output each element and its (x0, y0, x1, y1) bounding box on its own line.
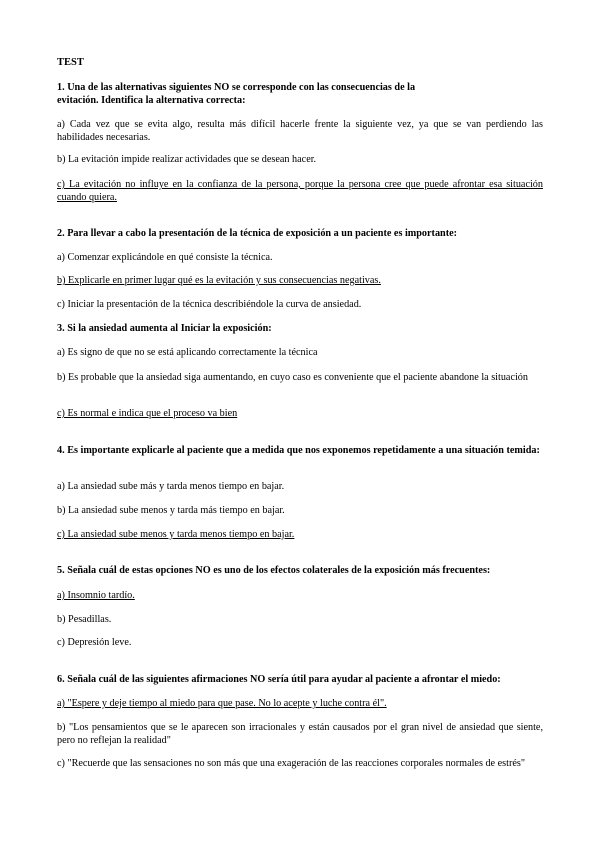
q4-option-a: a) La ansiedad sube más y tarda menos tiempo en bajar. (57, 481, 285, 492)
question-4: 4. Es importante explicarle al paciente que a medida que nos exponemos repetidamente a una situación temida: (57, 445, 540, 456)
q2-option-a: a) Comenzar explicándole en qué consiste la técnica. (57, 252, 273, 263)
q4-option-c-answer: c) La ansiedad sube menos y tarda menos tiempo en bajar. (57, 529, 295, 540)
q5-option-a-answer: a) Insomnio tardío. (57, 590, 135, 601)
question-6: 6. Señala cuál de las siguientes afirmaciones NO sería útil para ayudar al paciente a afrontar el miedo: (57, 674, 501, 685)
q3-option-b: b) Es probable que la ansiedad siga aumentando, en cuyo caso es conveniente que el paciente abandone la situación (57, 372, 528, 383)
q5-option-c: c) Depresión leve. (57, 637, 132, 648)
question-2: 2. Para llevar a cabo la presentación de la técnica de exposición a un paciente es importante: (57, 228, 458, 239)
q1-option-b: b) La evitación impide realizar actividades que se desean hacer. (57, 154, 317, 165)
q3-option-c-answer: c) Es normal e indica que el proceso va bien (57, 408, 238, 419)
q5-option-b: b) Pesadillas. (57, 614, 112, 625)
q6-option-a-answer: a) "Espere y deje tiempo al miedo para que pase. No lo acepte y luche contra él". (57, 698, 387, 709)
q4-option-b: b) La ansiedad sube menos y tarda más tiempo en bajar. (57, 505, 285, 516)
q1-option-a: a) Cada vez que se evita algo, resulta más difícil hacerle frente la siguiente vez, ya que se van perdiendo las habilidades necesarias. (57, 119, 543, 143)
question-1: 1. Una de las alternativas siguientes NO se corresponde con las consecuencias de la evitación. Identifica la alternativa correcta: (57, 82, 416, 106)
question-3: 3. Si la ansiedad aumenta al Iniciar la exposición: (57, 323, 272, 334)
q3-option-a: a) Es signo de que no se está aplicando correctamente la técnica (57, 347, 318, 358)
q2-option-c: c) Iniciar la presentación de la técnica describiéndole la curva de ansiedad. (57, 299, 362, 310)
document-title: TEST (57, 57, 84, 68)
q1-option-c-answer: c) La evitación no influye en la confianza de la persona, porque la persona cree que puede afrontar esa situación cuando quiera. (57, 179, 543, 203)
q2-option-b-answer: b) Explicarle en primer lugar qué es la evitación y sus consecuencias negativas. (57, 275, 381, 286)
q6-option-c: c) "Recuerde que las sensaciones no son más que una exageración de las reacciones corporales normales de estrés" (57, 758, 525, 769)
question-5: 5. Señala cuál de estas opciones NO es uno de los efectos colaterales de la exposición más frecuentes: (57, 565, 491, 576)
q6-option-b: b) "Los pensamientos que se le aparecen son irracionales y están causados por el gran nivel de ansiedad que siente, pero no reflejan la realidad" (57, 722, 543, 746)
